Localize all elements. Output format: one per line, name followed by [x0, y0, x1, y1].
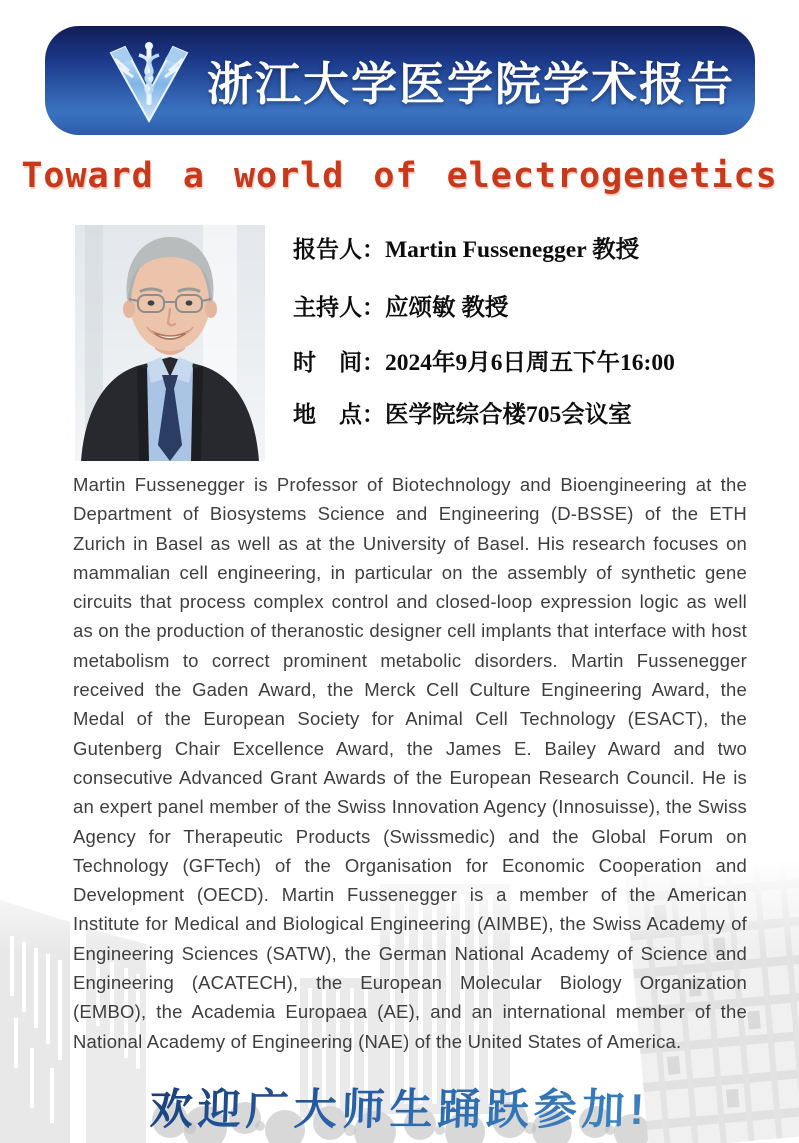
- header-banner: [45, 26, 755, 135]
- detail-row-location: [293, 395, 632, 429]
- detail-value-time: 2024年9月6日周五下午16:00: [385, 350, 675, 376]
- speaker-bio: Martin Fussenegger is Professor of Biotechnology and Bioengineering at the Department of Biosystems Science and Engineering (D-BSSE) of the ETH Zurich in Basel as well as at the University of Basel. His research focuses on mammalian cell engineering, in particular on the assembly of synthetic gene circuits that process complex control and closed-loop expression logic as well as on the production of theranostic designer cell implants that interface with host metabolism to correct prominent metabolic disorders. Martin Fussenegger received the Gaden Award, the Merck Cell Culture Engineering Award, the Medal of the European Society for Animal Cell Technology (ESACT), the Gutenberg Chair Excellence Award, the James E. Bailey Award and two consecutive Advanced Grant Awards of the European Research Council. He is an expert panel member of the Swiss Innovation Agency (Innosuisse), the Swiss Agency for Therapeutic Products (Swissmedic) and the Global Forum on Technology (GFTech) of the Organisation for Economic Cooperation and Development (OECD). Martin Fussenegger is a member of the American Institute for Medical and Biological Engineering (AIMBE), the Swiss Academy of Engineering Sciences (SATW), the German National Academy of Science and Engineering (ACATECH), the European Molecular Biology Organization (EMBO), the Academia Europaea (AE), and an international member of the National Academy of Engineering (NAE) of the United States of America.: [73, 474, 747, 1052]
- detail-label-location: 地 点：: [293, 401, 385, 427]
- caduceus-wings-icon: [105, 37, 193, 125]
- detail-value-host: 应颂敏 教授: [385, 295, 509, 321]
- detail-label-speaker: 报告人：: [293, 236, 385, 262]
- welcome-slogan: 欢迎广大师生踊跃参加!: [0, 1076, 799, 1137]
- lecture-title: Toward a world of electrogenetics: [21, 156, 778, 196]
- detail-label-time: 时 间：: [293, 349, 385, 375]
- speaker-photo: [75, 225, 265, 461]
- detail-value-location: 医学院综合楼705会议室: [385, 402, 632, 428]
- detail-label-host: 主持人：: [293, 294, 385, 320]
- detail-value-speaker: Martin Fussenegger 教授: [385, 237, 640, 263]
- detail-row-time: [293, 343, 675, 377]
- detail-row-host: [293, 288, 508, 322]
- banner-title: 浙江大学医学院学术报告: [207, 57, 735, 110]
- detail-row-speaker: [293, 230, 639, 264]
